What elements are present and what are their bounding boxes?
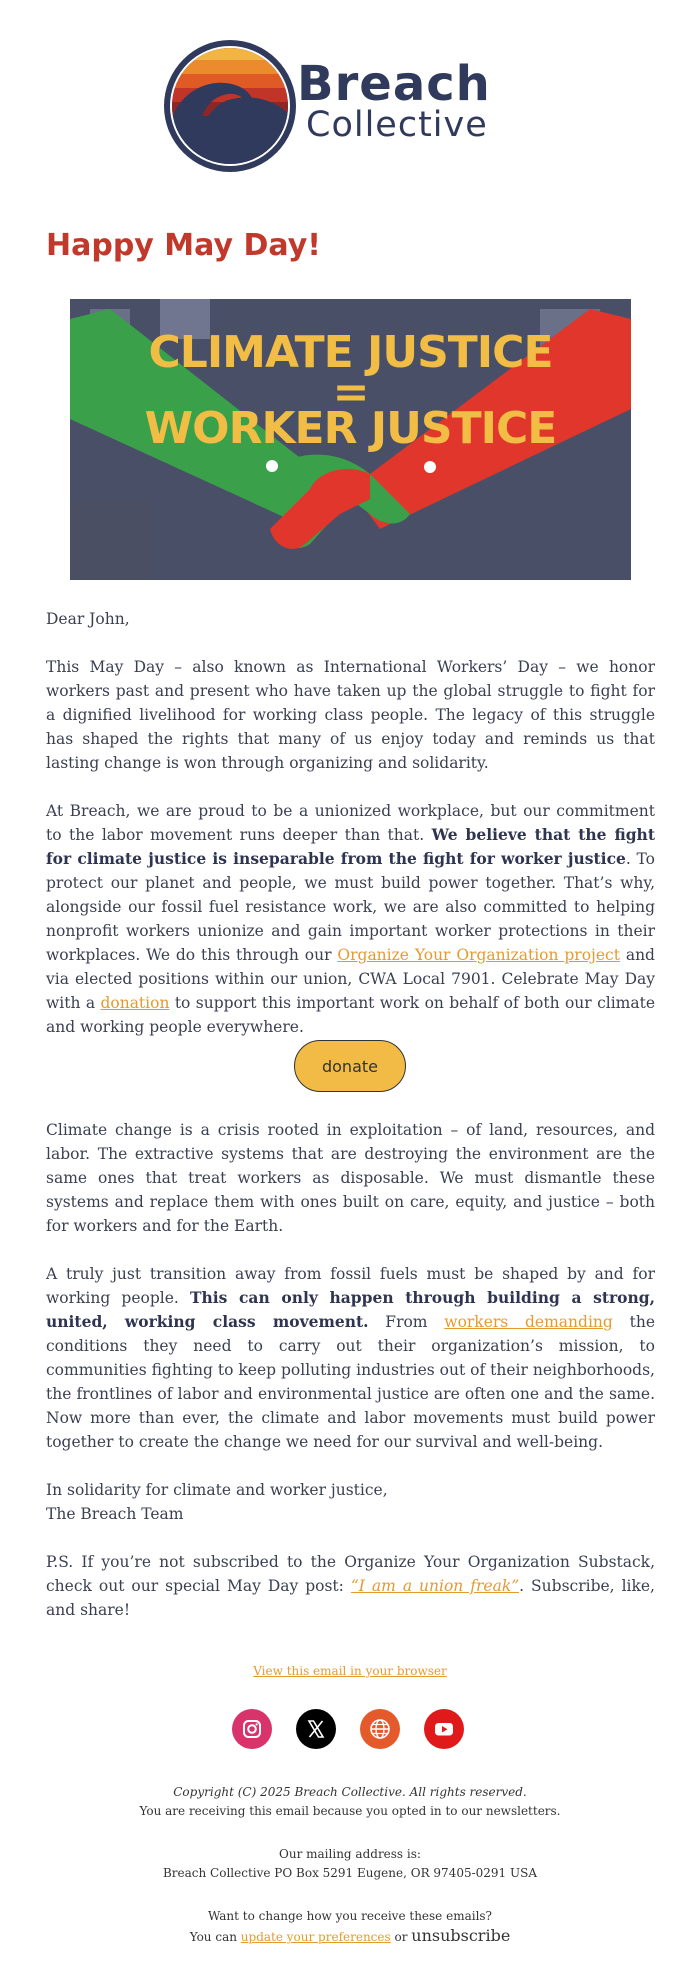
logo-word-collective: Collective [306,105,488,145]
p4-text-c: From [368,1313,445,1331]
mailing-address: Breach Collective PO Box 5291 Eugene, OR 97405-0291 USA [162,1866,538,1880]
footer-address [0,1845,700,1883]
p4-bold: This can only happen through building a strong, united, working class movement. [46,1288,656,1331]
website-link[interactable] [360,1709,400,1749]
copyright-text: Copyright (C) 2025 Breach Collective. All rights reserved. [173,1785,527,1799]
paragraph-1: This May Day – also known as International Workers’ Day – we honor workers past and present who have taken up the global struggle to fight for a dignified livelihood for working class people. The legacy of this struggle has shaped the rights that many of us enjoy today and reminds us that lasting change is won through organizing and solidarity. [46,658,655,772]
paragraph-2 [46,799,655,1039]
hero-text-equals: = [332,367,369,418]
youtube-link[interactable] [424,1709,464,1749]
signoff-line1: In solidarity for climate and worker justice, [46,1481,388,1499]
update-preferences-link[interactable]: update your preferences [240,1930,391,1944]
postscript [46,1550,655,1622]
hero-text-line1: CLIMATE JUSTICE [148,327,553,378]
signoff-line2: The Breach Team [46,1505,184,1523]
ps-text-a: P.S. If you’re not subscribed to the Organize Your Organization Substack, check out our special May Day post: [46,1553,655,1595]
mailing-label: Our mailing address is: [279,1847,421,1861]
logo-word-breach: Breach [297,56,491,112]
union-freak-link[interactable]: “I am a union freak” [350,1577,520,1595]
p4-text-d: the conditions they need to carry out their organization’s mission, to communities fighting to keep polluting industries out of their neighborhoods, the frontlines of labor and environmental justice are often one and the same. Now more than ever, the climate and labor movements must build power together to create the change we need for our survival and well-being. [46,1313,655,1451]
workers-demanding-link[interactable]: workers demanding [444,1313,613,1331]
footer-preferences [0,1907,700,1947]
you-can-text: You can [189,1930,241,1944]
unsubscribe-link[interactable]: unsubscribe [411,1926,511,1945]
paragraph-3: Climate change is a crisis rooted in exploitation – of land, resources, and labor. The extractive systems that are destroying the environment are the same ones that treat workers as disposable. We must dismantle these systems and replace them with ones built on care, equity, and justice – both for workers and for the Earth. [46,1121,655,1235]
page-title: Happy May Day! [46,228,321,263]
donate-button[interactable]: donate [294,1040,406,1092]
instagram-icon [232,1709,272,1749]
globe-icon [360,1709,400,1749]
p2-text-d: and via elected positions within our union, CWA Local 7901. Celebrate May Day with a [46,946,655,1012]
youtube-icon [424,1709,464,1749]
x-icon [296,1709,336,1749]
view-in-browser [0,1664,700,1678]
p4-text-a: A truly just transition away from fossil fuels must be shaped by and for working people. [46,1265,655,1307]
breach-collective-logo[interactable] [162,38,540,174]
p2-bold: We believe that the fight for climate justice is inseparable from the fight for worker justice [46,825,655,868]
ps-text-b: . Subscribe, like, and share! [46,1577,655,1619]
p2-text-c: . To protect our planet and people, we must build power together. That’s why, alongside our fossil fuel resistance work, we are also committed to helping nonprofit workers unionize and gain important worker protections in their workplaces. We do this through our [46,850,655,964]
opt-in-text: You are receiving this email because you opted in to our newsletters. [139,1804,561,1818]
or-text: or [390,1930,412,1944]
hero-text-line2: WORKER JUSTICE [144,403,557,454]
view-in-browser-link[interactable]: View this email in your browser [253,1664,447,1678]
greeting: Dear John, [46,610,130,628]
x-link[interactable] [296,1709,336,1749]
footer-legal [0,1783,700,1821]
change-question: Want to change how you receive these emails? [207,1909,492,1923]
wave-emblem-icon [162,38,298,174]
instagram-link[interactable] [232,1709,272,1749]
p2-text-a: At Breach, we are proud to be a unionized workplace, but our commitment to the labor movement runs deeper than that. [46,802,655,844]
donation-link[interactable]: donation [100,994,170,1012]
p2-text-e: to support this important work on behalf of both our climate and working people everywhere. [46,994,656,1036]
hero-image [70,299,631,580]
organize-your-organization-link[interactable]: Organize Your Organization project [337,946,620,964]
signoff [46,1478,655,1526]
paragraph-4 [46,1262,655,1454]
